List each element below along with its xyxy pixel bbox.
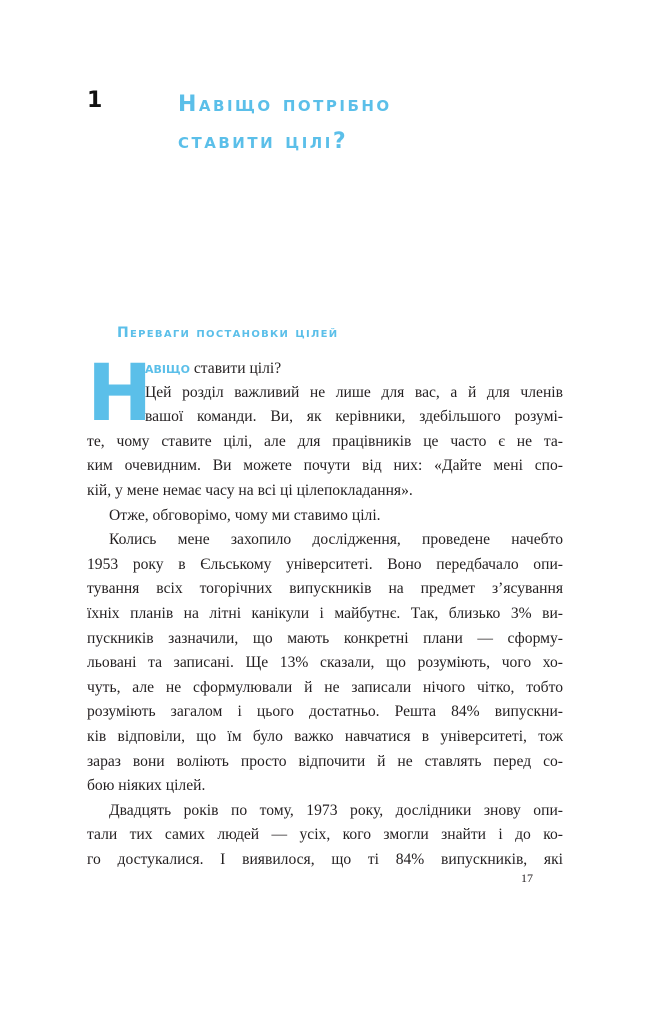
body-text xyxy=(87,349,563,872)
chapter-title-line-1: Навіщо потрібно xyxy=(178,92,392,117)
text-line: льовані та записані. Ще 13% сказали, що розуміють, чого хо- xyxy=(87,654,563,672)
text-line: го достукалися. І виявилося, що ті 84% випускників, які xyxy=(87,850,563,868)
text-line: їхніх планів на літні канікули і майбутнє. Так, близько 3% ви- xyxy=(87,604,563,622)
chapter-title-line-2: ставити цілі? xyxy=(178,129,349,154)
section-heading: Переваги постановки цілей xyxy=(117,325,339,341)
text-line: пускників зазначили, що мають конкретні плани — сформу- xyxy=(87,629,563,647)
text-line: вашої команди. Ви, як керівники, здебільшого розумі- xyxy=(145,408,563,426)
text-line: розуміють загалом і цього достатньо. Решта 84% випускни- xyxy=(87,703,563,721)
text-line xyxy=(87,356,563,381)
text-line: зараз вони воліють просто відпочити й не ставлять перед со- xyxy=(87,752,563,770)
text-line: Отже, обговорімо, чому ми ставимо цілі. xyxy=(109,506,381,524)
text-line: бою ніяких цілей. xyxy=(87,777,206,795)
text-line: те, чому ставите цілі, але для працівників це часто є не та- xyxy=(87,432,563,450)
text-line: Колись мене захопило дослідження, проведене начебто xyxy=(109,531,563,549)
text-line: тали тих самих людей — усіх, кого змогли знайти і до ко- xyxy=(87,826,563,844)
text-line: ків відповіли, що їм було важко навчатися в університеті, тож xyxy=(87,727,563,745)
text-line: ким очевидним. Ви можете почути від них: «Дайте мені спо- xyxy=(87,457,563,475)
text-line: Цей розділ важливий не лише для вас, а й для членів xyxy=(145,383,563,401)
text-line: кій, у мене немає часу на всі ці цілепокладання». xyxy=(87,481,413,499)
text-line: тування всіх тогорічних випускників на предмет з’ясування xyxy=(87,580,563,598)
text-line: 1953 року в Єльському університеті. Воно передбачало опи- xyxy=(87,555,563,573)
page-number: 17 xyxy=(521,871,533,885)
lead-word: авіщо xyxy=(145,359,190,377)
drop-cap: Н xyxy=(87,349,153,439)
chapter-number: 1 xyxy=(87,88,103,113)
chapter-title xyxy=(178,86,392,160)
text-line-content: ставити цілі? xyxy=(193,360,282,377)
text-line: чуть, але не сформулювали й не записали нічого чітко, тобто xyxy=(87,678,563,696)
text-line: Двадцять років по тому, 1973 року, дослідники знову опи- xyxy=(109,801,563,819)
